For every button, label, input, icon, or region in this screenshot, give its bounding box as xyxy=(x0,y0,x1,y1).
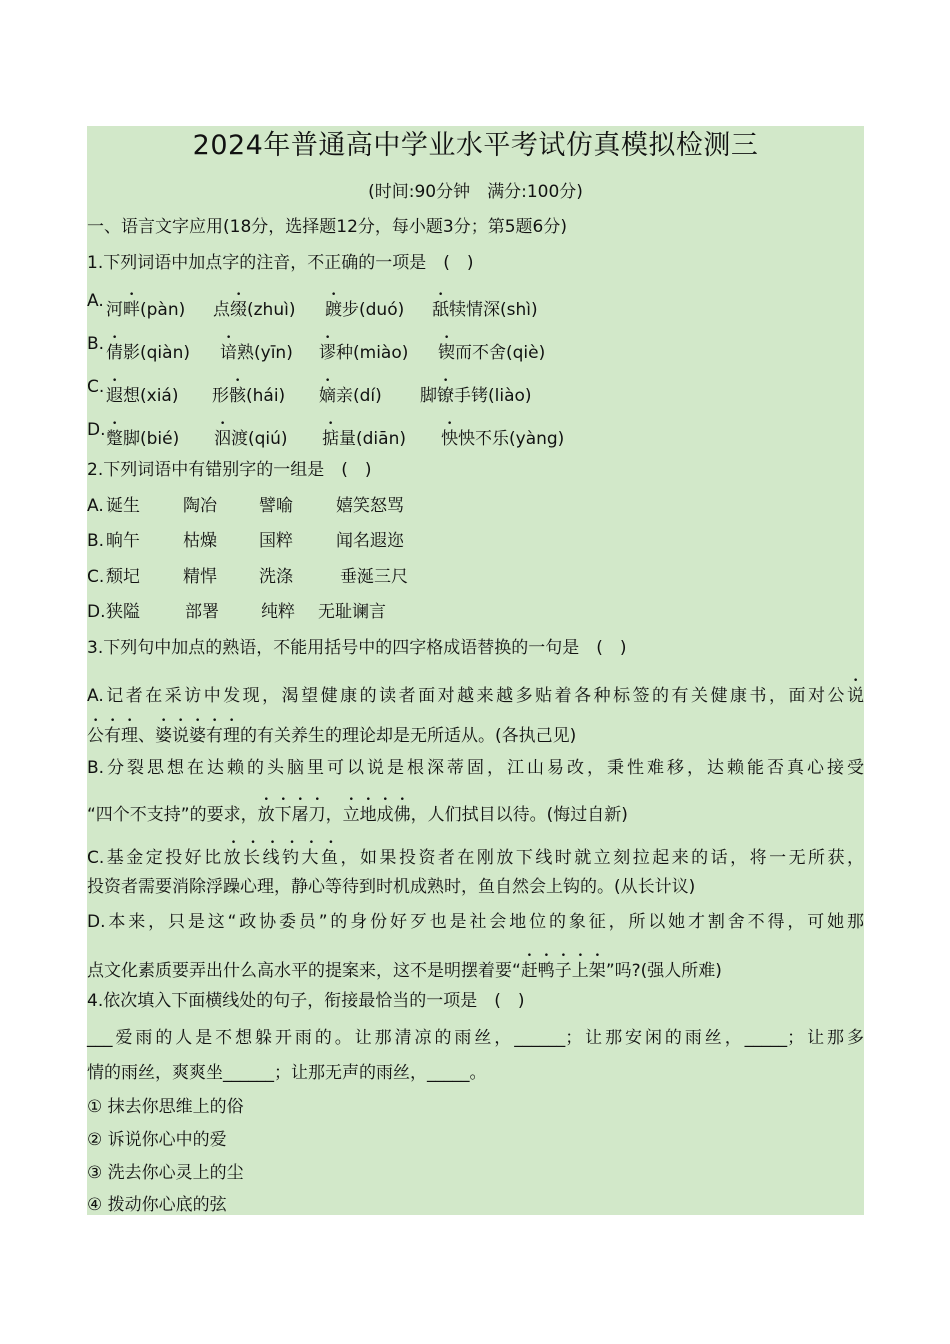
option-label: A. xyxy=(87,496,104,516)
q3-option-d-line-1[interactable]: D.本来，只是这“政协委员”的身份好歹也是社会地位的象征，所以她才割舍不得，可她那 xyxy=(87,912,864,932)
option-label: D. xyxy=(87,420,106,440)
q3-option-d-line-2: 点文化素质要弄出什么高水平的提案来，这不是明摆着要“赶鸭子上架”吗?(强人所难) xyxy=(87,961,722,981)
q4-passage-line-2: 情的雨丝，爽爽坐______；让那无声的雨丝，_____。 xyxy=(87,1063,487,1083)
word: 枯燥 xyxy=(183,531,217,551)
q4-sentence-4: ④ 拨动你心底的弦 xyxy=(87,1195,227,1215)
word: 狭隘 xyxy=(106,602,140,622)
section-heading: 一、语言文字应用(18分，选择题12分，每小题3分；第5题6分) xyxy=(87,217,567,237)
word: 纯粹 xyxy=(261,602,295,622)
word: 譬喻 xyxy=(259,496,293,516)
question-1-stem: 1.下列词语中加点字的注音，不正确的一项是 ( ) xyxy=(87,253,474,273)
word: 精悍 xyxy=(183,567,217,587)
word: 国粹 xyxy=(259,531,293,551)
question-3-stem: 3.下列句中加点的熟语，不能用括号中的四字格成语替换的一句是 ( ) xyxy=(87,638,627,658)
word: 颓圮 xyxy=(106,567,140,587)
q4-sentence-1: ① 抹去你思维上的俗 xyxy=(87,1097,244,1117)
option-label: C. xyxy=(87,567,105,587)
option-label: D. xyxy=(87,602,106,622)
term: 河畔(pàn) xyxy=(106,300,186,320)
option-label: B. xyxy=(87,334,105,354)
term: 怏怏不乐(yàng) xyxy=(441,429,565,449)
q3-option-a-line-2: 公有理、婆说婆有理的有关养生的理论却是无所适从。(各执己见) xyxy=(87,726,577,746)
option-label: A. xyxy=(87,291,104,311)
word: 洗涤 xyxy=(259,567,293,587)
term: 舐犊情深(shì) xyxy=(432,300,538,320)
word: 诞生 xyxy=(106,496,140,516)
term: 脚镣手铐(liào) xyxy=(420,386,532,406)
term: 谬种(miào) xyxy=(319,343,409,363)
word: 无耻谰言 xyxy=(318,602,386,622)
term: 遐想(xiá) xyxy=(106,386,179,406)
q4-sentence-2: ② 诉说你心中的爱 xyxy=(87,1130,227,1150)
option-label: C. xyxy=(87,377,105,397)
q3-option-c-line-1[interactable]: C.基金定投好比放长线钓大鱼，如果投资者在刚放下线时就立刻拉起来的话，将一无所获， xyxy=(87,848,865,868)
word: 垂涎三尺 xyxy=(340,567,408,587)
term: 踱步(duó) xyxy=(325,300,405,320)
term: 倩影(qiàn) xyxy=(106,343,190,363)
q3-option-b-line-2: “四个不支持”的要求，放下屠刀，立地成佛，人们拭目以待。(悔过自新) xyxy=(87,805,628,825)
term: 蹩脚(bié) xyxy=(106,429,180,449)
q3-option-c-line-2: 投资者需要消除浮躁心理，静心等待到时机成熟时，鱼自然会上钩的。(从长计议) xyxy=(87,877,696,897)
q3-option-a-line-1[interactable]: A.记者在采访中发现，渴望健康的读者面对越来越多贴着各种标签的有关健康书，面对公说 xyxy=(87,686,864,706)
exam-subtitle: (时间:90分钟 满分:100分) xyxy=(368,182,583,202)
term: 泅渡(qiú) xyxy=(214,429,288,449)
option-label: B. xyxy=(87,531,105,551)
term: 掂量(diān) xyxy=(322,429,406,449)
word: 晌午 xyxy=(106,531,140,551)
word: 部署 xyxy=(185,602,219,622)
question-2-stem: 2.下列词语中有错别字的一组是 ( ) xyxy=(87,460,372,480)
term: 嫡亲(dí) xyxy=(319,386,382,406)
word: 嬉笑怒骂 xyxy=(336,496,404,516)
term: 谙熟(yīn) xyxy=(220,343,293,363)
q4-passage-line-1: ___爱雨的人是不想躲开雨的。让那清凉的雨丝，______；让那安闲的雨丝，_____；让那多 xyxy=(87,1028,864,1048)
exam-title: 2024年普通高中学业水平考试仿真模拟检测三 xyxy=(192,130,759,161)
term: 锲而不舍(qiè) xyxy=(438,343,546,363)
word: 闻名遐迩 xyxy=(336,531,404,551)
q4-sentence-3: ③ 洗去你心灵上的尘 xyxy=(87,1163,244,1183)
term: 形骸(hái) xyxy=(212,386,286,406)
q3-option-b-line-1[interactable]: B.分裂思想在达赖的头脑里可以说是根深蒂固，江山易改，秉性难移，达赖能否真心接受 xyxy=(87,758,864,778)
word: 陶冶 xyxy=(183,496,217,516)
question-4-stem: 4.依次填入下面横线处的句子，衔接最恰当的一项是 ( ) xyxy=(87,991,525,1011)
term: 点缀(zhuì) xyxy=(213,300,296,320)
